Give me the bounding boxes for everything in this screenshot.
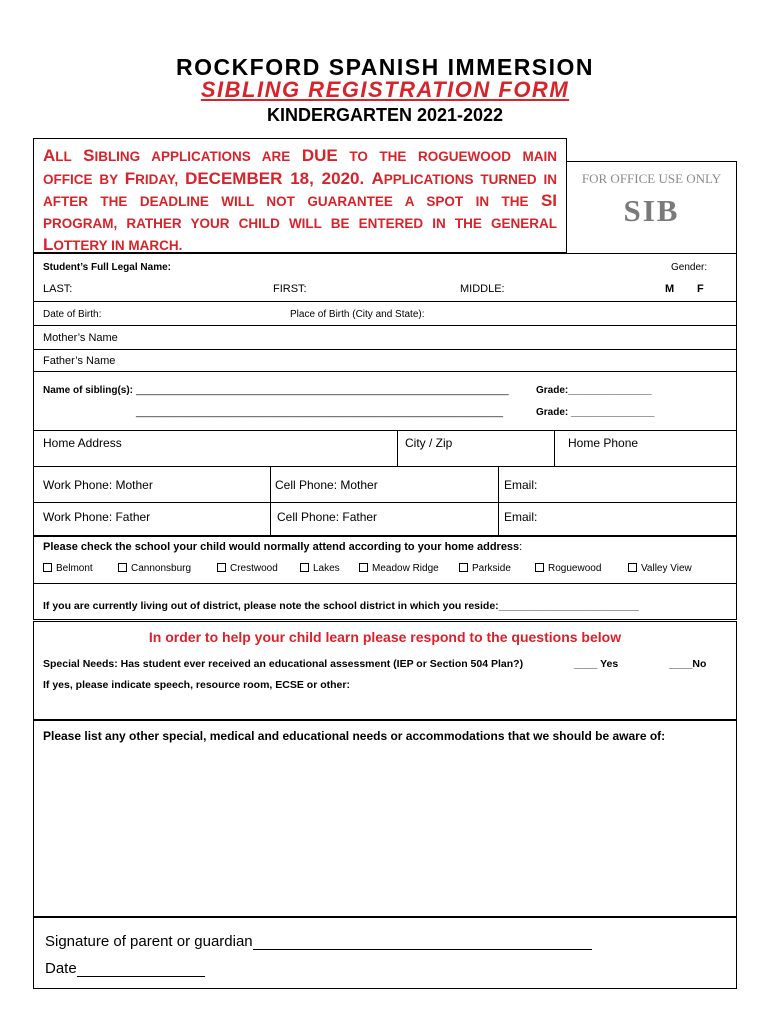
home-phone-field[interactable]: Home Phone — [568, 436, 639, 450]
signature-section — [33, 917, 737, 989]
school-option-lakes[interactable]: Lakes — [300, 563, 340, 574]
divider — [34, 301, 736, 302]
date-line — [77, 963, 205, 977]
school-option-valley-view[interactable]: Valley View — [628, 563, 692, 574]
last-name-field[interactable]: LAST: — [43, 283, 73, 295]
notice-line-1: ALL SIBLING APPLICATIONS ARE DUE TO THE ROGUEWOOD MAIN — [43, 146, 558, 165]
checkbox-icon — [300, 563, 309, 572]
middle-name-field[interactable]: MIDDLE: — [460, 283, 505, 295]
divider — [34, 371, 736, 372]
out-of-district-field[interactable]: If you are currently living out of district, please note the school district in which you reside:________________________ — [43, 600, 639, 612]
signature-field[interactable]: Signature of parent or guardian — [45, 933, 592, 950]
school-selection-section — [33, 536, 737, 620]
divider — [34, 325, 736, 326]
gender-label: Gender: — [671, 262, 708, 273]
gender-f-option[interactable]: F — [697, 283, 704, 295]
school-option-cannonsburg[interactable]: Cannonsburg — [118, 563, 191, 574]
if-yes-field[interactable]: If yes, please indicate speech, resource room, ECSE or other: — [43, 679, 350, 691]
office-code: SIB — [623, 193, 680, 228]
office-use-label: FOR OFFICE USE ONLY — [581, 171, 722, 186]
office-use-box — [566, 161, 737, 253]
sibling-grade-field-2[interactable]: Grade: _______________ — [536, 407, 655, 418]
sibling-name-field-1[interactable]: ___________________________________________________________________ — [136, 385, 509, 396]
cell-phone-father-field[interactable]: Cell Phone: Father — [277, 510, 378, 524]
notice-line-5: LOTTERY IN MARCH. — [43, 235, 183, 254]
gender-m-option[interactable]: M — [665, 283, 675, 295]
special-needs-question: Special Needs: Has student ever received an educational assessment (IEP or Section 504 Plan?) — [43, 658, 524, 670]
mother-name-field[interactable]: Mother’s Name — [43, 332, 118, 344]
checkbox-icon — [459, 563, 468, 572]
divider — [270, 466, 271, 535]
special-needs-yes[interactable]: ____ Yes — [574, 658, 619, 670]
form-title: SIBLING REGISTRATION FORM — [200, 77, 570, 102]
checkbox-icon — [359, 563, 368, 572]
email-mother-field[interactable]: Email: — [504, 478, 538, 492]
father-name-field[interactable]: Father’s Name — [43, 355, 116, 367]
school-option-crestwood[interactable]: Crestwood — [217, 563, 278, 574]
work-phone-mother-field[interactable]: Work Phone: Mother — [43, 478, 153, 492]
questions-intro: In order to help your child learn please respond to the questions below — [148, 629, 622, 645]
work-phone-father-field[interactable]: Work Phone: Father — [43, 510, 151, 524]
school-option-meadow-ridge[interactable]: Meadow Ridge — [359, 563, 439, 574]
full-name-label: Student’s Full Legal Name: — [43, 262, 171, 273]
divider — [498, 466, 499, 535]
other-needs-label: Please list any other special, medical and educational needs or accommodations that we should be aware of: — [43, 729, 666, 743]
form-subtitle: KINDERGARTEN 2021-2022 — [266, 105, 504, 125]
first-name-field[interactable]: FIRST: — [273, 283, 307, 295]
cell-phone-mother-field[interactable]: Cell Phone: Mother — [275, 478, 378, 492]
sibling-name-label: Name of sibling(s): — [43, 385, 134, 396]
notice-line-2: OFFICE BY FRIDAY, DECEMBER 18, 2020. APPLICATIONS TURNED IN — [43, 168, 557, 188]
city-zip-field[interactable]: City / Zip — [405, 436, 453, 450]
divider — [34, 430, 736, 431]
divider — [34, 583, 736, 584]
divider — [34, 502, 736, 503]
date-field[interactable]: Date — [45, 960, 205, 977]
sibling-name-field-2[interactable]: __________________________________________________________________ — [136, 407, 504, 418]
notice-line-4: PROGRAM, RATHER YOUR CHILD WILL BE ENTERED IN THE GENERAL — [43, 215, 557, 231]
student-info-section — [33, 253, 737, 536]
checkbox-icon — [628, 563, 637, 572]
sibling-grade-field-1[interactable]: Grade:_______________ — [536, 385, 652, 396]
school-option-roguewood[interactable]: Roguewood — [535, 563, 601, 574]
checkbox-icon — [535, 563, 544, 572]
email-father-field[interactable]: Email: — [504, 510, 538, 524]
divider — [34, 349, 736, 350]
divider — [397, 430, 398, 466]
checkbox-icon — [217, 563, 226, 572]
divider — [34, 466, 736, 467]
special-needs-section — [33, 621, 737, 720]
pob-field[interactable]: Place of Birth (City and State): — [290, 309, 425, 320]
divider — [554, 430, 555, 466]
checkbox-icon — [43, 563, 52, 572]
other-needs-section[interactable] — [33, 720, 737, 917]
school-option-belmont[interactable]: Belmont — [43, 563, 93, 574]
school-option-parkside[interactable]: Parkside — [459, 563, 511, 574]
school-prompt: Please check the school your child would normally attend according to your home address: — [43, 541, 523, 553]
special-needs-no[interactable]: ____No — [669, 658, 707, 670]
checkbox-icon — [118, 563, 127, 572]
deadline-notice — [33, 138, 567, 253]
signature-line — [253, 936, 592, 950]
home-address-field[interactable]: Home Address — [43, 436, 122, 450]
notice-line-3: AFTER THE DEADLINE WILL NOT GUARANTEE A SPOT IN THE SI — [43, 191, 557, 210]
school-title: ROCKFORD SPANISH IMMERSION — [175, 54, 595, 80]
dob-field[interactable]: Date of Birth: — [43, 309, 102, 320]
